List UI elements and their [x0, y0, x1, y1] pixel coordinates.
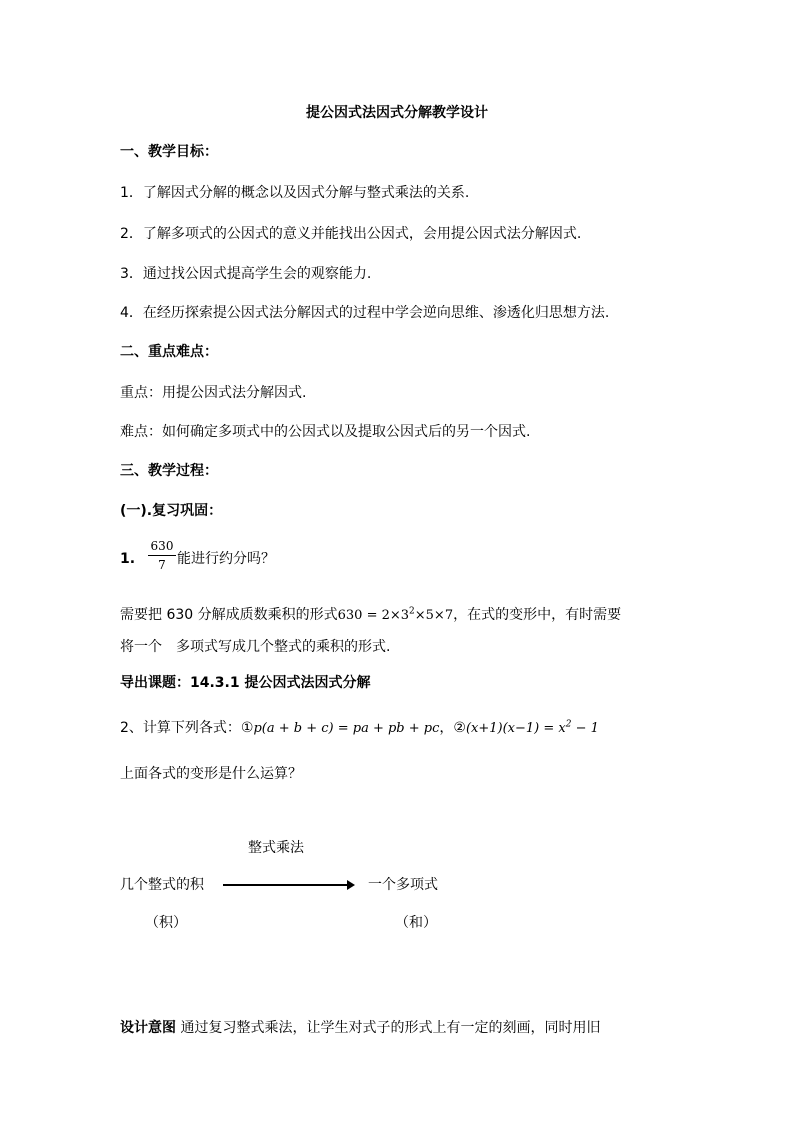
review-subheading: (一).复习巩固： — [120, 503, 223, 519]
factorization-paragraph-line-2: 将一个 多项式写成几个整式的乘积的形式. — [120, 639, 391, 655]
design-intent — [120, 1018, 600, 1038]
section-keypoints-heading: 二、重点难点： — [120, 344, 218, 360]
section-objectives-heading: 一、教学目标： — [120, 144, 218, 160]
distributive-formula: p(a + b + c) = pa + pb + pc — [253, 721, 440, 736]
arrow-label: 整式乘法 — [248, 840, 304, 856]
diagram-right: 一个多项式 — [368, 877, 438, 893]
difference-of-squares-formula: $(x+1)(x-1) = x^2 - 1$ — [465, 719, 599, 736]
prime-factorization-formula: $630 = 2\times 3^2\times 5\times 7$ — [337, 606, 454, 623]
right-arrow-icon — [223, 884, 353, 886]
paragraph-text: ，在式的变形中，有时需要 — [453, 607, 622, 623]
objective-item: 3．通过找公因式提高学生会的观察能力. — [120, 266, 372, 282]
design-intent-text: 通过复习整式乘法，让学生对式子的形式上有一定的刻画，同时用旧 — [176, 1020, 601, 1036]
question-2: 2、计算下列各式：①p(a + b + c) = pa + pb + pc，②(x+1)(x−1) = $x^2 - 1$ — [120, 719, 599, 736]
fraction-numerator: 630 — [150, 539, 174, 553]
factorization-paragraph — [120, 605, 621, 626]
diagram-right-sub: （和） — [395, 915, 437, 931]
diagram-left: 几个整式的积 — [120, 877, 204, 893]
operation-question: 上面各式的变形是什么运算？ — [120, 766, 302, 782]
section-process-heading: 三、教学过程： — [120, 463, 218, 479]
diagram-left-sub: （积） — [145, 915, 187, 931]
question-1-number: 1. — [120, 551, 136, 567]
objective-item: 4．在经历探索提公因式法分解因式的过程中学会逆向思维、渗透化归思想方法. — [120, 305, 610, 321]
question-1-text: 能进行约分吗？ — [177, 551, 275, 567]
key-point: 重点：用提公因式法分解因式. — [120, 385, 307, 401]
objective-item: 2．了解多项式的公因式的意义并能找出公因式，会用提公因式法分解因式. — [120, 226, 582, 242]
fraction-630-over-7 — [148, 538, 176, 573]
difficult-point: 难点：如何确定多项式中的公因式以及提取公因式后的另一个因式. — [120, 424, 531, 440]
paragraph-text: 需要把 630 分解成质数乘积的形式 — [120, 607, 338, 623]
objective-item: 1．了解因式分解的概念以及因式分解与整式乘法的关系. — [120, 185, 470, 201]
fraction-bar — [148, 555, 176, 556]
lesson-topic: 导出课题：14.3.1 提公因式法因式分解 — [120, 675, 371, 691]
fraction-denominator: 7 — [158, 558, 166, 572]
document-title: 提公因式法因式分解教学设计 — [306, 105, 488, 121]
design-intent-label: 设计意图 — [120, 1020, 176, 1036]
